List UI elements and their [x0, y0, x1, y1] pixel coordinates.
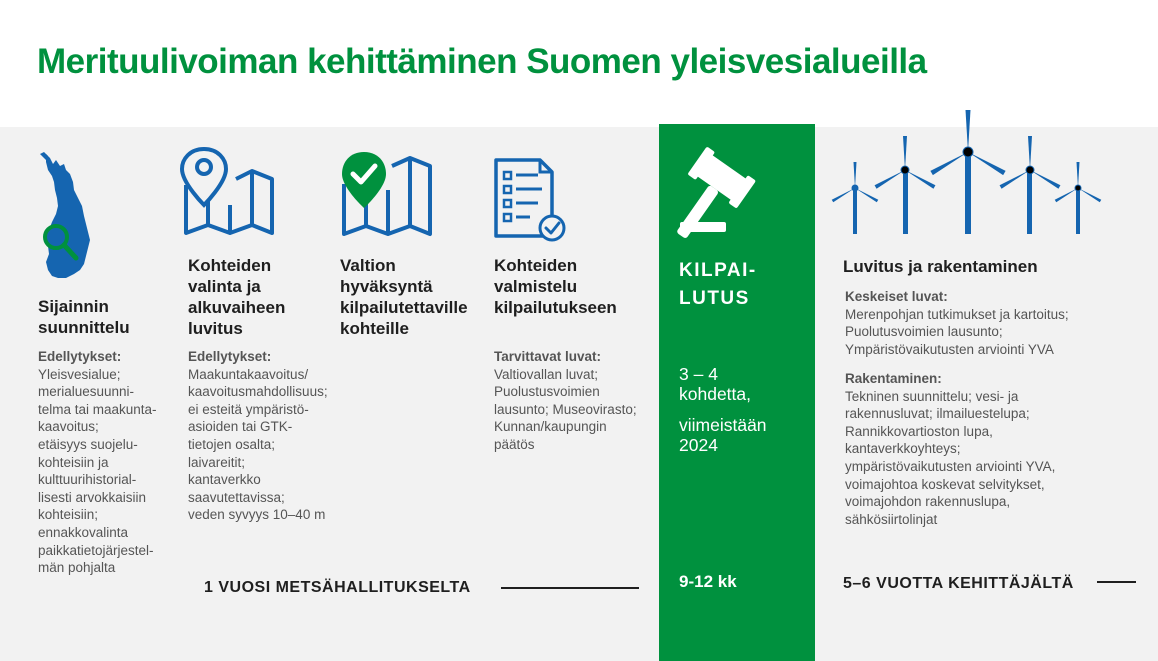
detail-line: Ympäristövaikutusten arviointi YVA — [845, 341, 1054, 357]
tender-deadline-line: viimeistään — [679, 415, 767, 435]
detail-line: Merenpohjan tutkimukset ja kartoitus; — [845, 306, 1069, 322]
detail-line: lisesti arvokkaisiin — [38, 489, 147, 505]
duration-metsahallitus: 1 VUOSI METSÄHALLITUKSELTA — [204, 579, 471, 596]
detail-header: Keskeiset luvat: — [845, 289, 948, 304]
gavel-icon — [678, 150, 783, 240]
duration-line-developer — [1097, 581, 1136, 583]
phase-title-line: kilpailutukseen — [494, 298, 617, 317]
detail-line: kulttuurihistorial- — [38, 472, 137, 488]
tender-count — [679, 364, 751, 404]
detail-line: Rannikkovartioston lupa, — [845, 423, 993, 439]
detail-line: kohteisiin ja — [38, 454, 109, 470]
phase-title-state-approval — [340, 255, 468, 339]
detail-header: Rakentaminen: — [845, 371, 942, 386]
tender-count-line: 3 – 4 — [679, 364, 718, 384]
detail-line: telma tai maakunta- — [38, 401, 157, 417]
phase-title-line: Sijainnin — [38, 297, 109, 316]
phase-title-line: kilpailutettaville — [340, 298, 468, 317]
detail-line: män pohjalta — [38, 560, 116, 576]
detail-line: tietojen osalta; — [188, 436, 276, 452]
duration-developer: 5–6 VUOTTA KEHITTÄJÄLTÄ — [843, 575, 1074, 592]
detail-line: kantaverkko — [188, 472, 261, 488]
tender-title — [679, 257, 757, 313]
detail-line: kaavoitus; — [38, 419, 99, 435]
phase-title-line: Kohteiden — [494, 256, 578, 275]
checklist-document-icon — [494, 158, 569, 243]
phase-title-tender-preparation — [494, 255, 617, 318]
phase-title-line: luvitus — [188, 319, 243, 338]
detail-line: asioiden tai GTK- — [188, 419, 293, 435]
phase-detail-site-selection — [188, 348, 328, 524]
phase-title-line: Kohteiden — [188, 256, 272, 275]
detail-line: Maakuntakaavoitus/ — [188, 366, 309, 382]
phase-title-location-planning — [38, 296, 130, 338]
map-check-icon — [340, 150, 435, 235]
phase-title-line: alkuvaiheen — [188, 298, 286, 317]
tender-title-line: KILPAI- — [679, 260, 757, 281]
duration-line-metsahallitus — [501, 587, 639, 589]
detail-line: paikkatietojärjestel- — [38, 542, 154, 558]
phase-title-line: valmistelu — [494, 277, 578, 296]
tender-count-line: kohdetta, — [679, 384, 751, 404]
phase-title-line: valinta ja — [188, 277, 261, 296]
construction-title: Luvitus ja rakentaminen — [843, 257, 1038, 276]
detail-line: Yleisvesialue; — [38, 366, 121, 382]
page-title: Merituulivoiman kehittäminen Suomen yleisvesialueilla — [37, 42, 927, 81]
detail-line: sähkösiirtolinjat — [845, 511, 938, 527]
phase-detail-location-planning — [38, 348, 157, 577]
detail-line: Tekninen suunnittelu; vesi- ja — [845, 388, 1019, 404]
tender-duration: 9-12 kk — [679, 572, 737, 591]
detail-line: etäisyys suojelu- — [38, 436, 138, 452]
detail-line: Kunnan/kaupungin — [494, 419, 607, 435]
construction-permits — [845, 288, 1069, 358]
construction-building — [845, 370, 1055, 528]
phase-title-line: hyväksyntä — [340, 277, 433, 296]
detail-line: voimajohdon rakennuslupa, — [845, 494, 1011, 510]
detail-line: laivareitit; — [188, 454, 246, 470]
detail-line: ympäristövaikutusten arviointi YVA, — [845, 458, 1056, 474]
detail-line: veden syvyys 10–40 m — [188, 507, 326, 523]
detail-header: Edellytykset: — [38, 349, 122, 364]
detail-line: Valtiovallan luvat; — [494, 366, 599, 382]
tender-title-line: LUTUS — [679, 288, 750, 309]
detail-line: kohteisiin; — [38, 507, 99, 523]
phase-title-line: kohteille — [340, 319, 409, 338]
detail-line: Puolutusvoimien lausunto; — [845, 324, 1003, 340]
phase-title-line: suunnittelu — [38, 318, 130, 337]
map-pin-icon — [180, 145, 280, 240]
detail-line: ennakkovalinta — [38, 524, 129, 540]
detail-line: rakennusluvat; ilmailuestelupa; — [845, 406, 1030, 422]
phase-title-line: Valtion — [340, 256, 396, 275]
tender-deadline-line: 2024 — [679, 435, 718, 455]
phase-title-site-selection — [188, 255, 285, 339]
detail-header: Tarvittavat luvat: — [494, 349, 602, 364]
finland-map-magnifier-icon — [36, 150, 106, 285]
tender-deadline — [679, 415, 767, 455]
detail-line: saavutettavissa; — [188, 489, 285, 505]
detail-line: ei esteitä ympäristö- — [188, 401, 309, 417]
phase-detail-tender-preparation — [494, 348, 637, 454]
detail-line: voimajohtoa koskevat selvitykset, — [845, 476, 1045, 492]
detail-line: Puolustusvoimien — [494, 384, 600, 400]
detail-line: merialuesuunni- — [38, 384, 135, 400]
detail-line: kantaverkkoyhteys; — [845, 441, 961, 457]
detail-header: Edellytykset: — [188, 349, 272, 364]
wind-turbines-icon — [830, 108, 1110, 238]
detail-line: lausunto; Museovirasto; — [494, 401, 637, 417]
detail-line: päätös — [494, 436, 535, 452]
detail-line: kaavoitusmahdollisuus; — [188, 384, 328, 400]
